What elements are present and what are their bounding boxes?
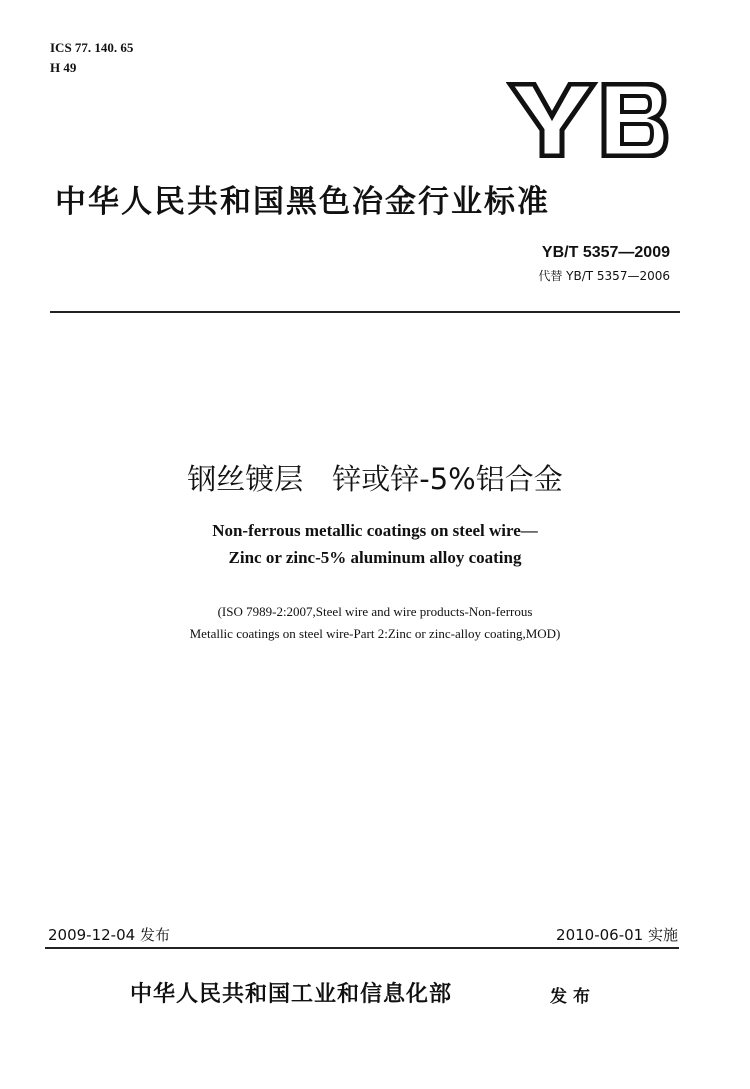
h-code: H 49 <box>50 60 77 75</box>
document-title-chinese: 钢丝镀层 锌或锌-5%铝合金 <box>187 462 563 496</box>
document-title-english-line2: Zinc or zinc-5% aluminum alloy coating <box>228 548 522 567</box>
document-title-english-line1: Non-ferrous metallic coatings on steel wire— <box>212 521 538 540</box>
standard-number: YB/T 5357—2009 <box>541 244 670 261</box>
yb-logo <box>506 82 670 158</box>
publish-label: 发布 <box>550 987 596 1007</box>
footer-divider <box>45 947 679 949</box>
iso-reference-line2: Metallic coatings on steel wire-Part 2:Zinc or zinc-alloy coating,MOD) <box>189 626 561 641</box>
header-divider <box>50 311 680 313</box>
iso-reference-line1: (ISO 7989-2:2007,Steel wire and wire products-Non-ferrous <box>217 604 533 619</box>
replaces-standard: 代替 YB/T 5357—2006 <box>538 269 670 283</box>
issuing-ministry: 中华人民共和国工业和信息化部 <box>130 982 453 1007</box>
implementation-date: 2010-06-01 实施 <box>556 926 678 944</box>
organization-title: 中华人民共和国黑色冶金行业标准 <box>55 184 550 220</box>
issue-date: 2009-12-04 发布 <box>48 926 170 944</box>
ics-code: ICS 77. 140. 65 <box>50 40 134 55</box>
